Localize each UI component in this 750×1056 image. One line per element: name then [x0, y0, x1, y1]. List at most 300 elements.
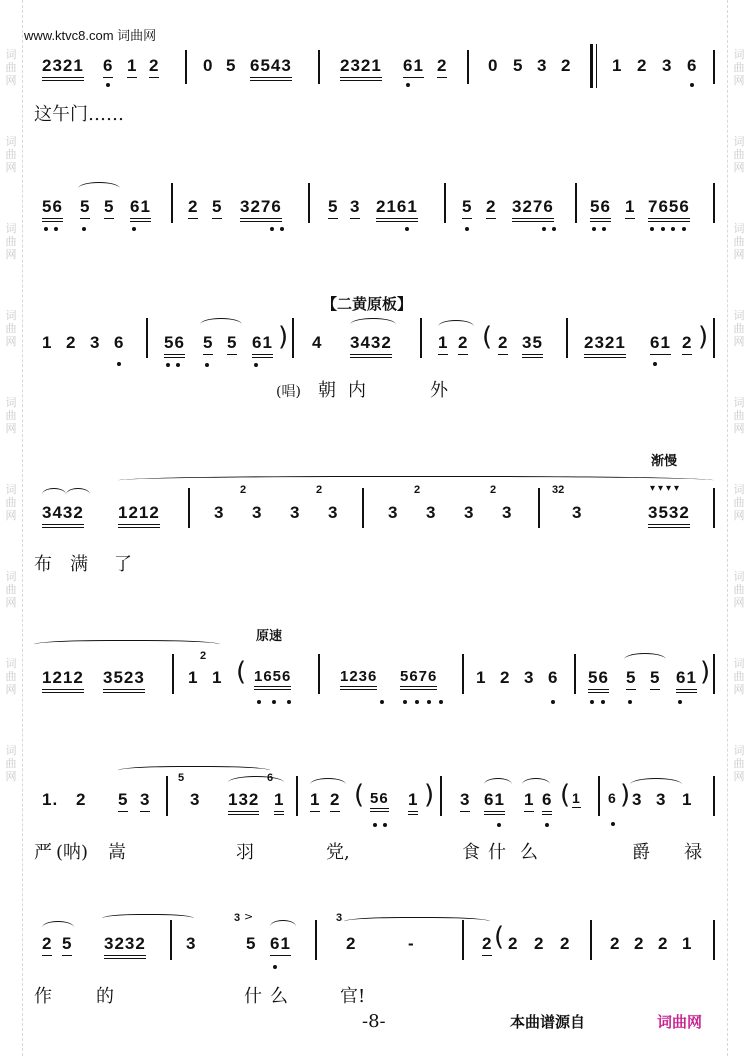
note: 3	[502, 503, 513, 522]
open-paren: (	[482, 322, 493, 352]
barline	[172, 654, 174, 694]
note: 5	[650, 668, 660, 690]
close-paren: )	[698, 322, 709, 352]
barline	[188, 488, 190, 528]
note: 2321	[42, 56, 84, 81]
note: 1	[274, 790, 284, 815]
watermark-char: 网	[5, 248, 17, 261]
grace-note: 32	[552, 484, 565, 496]
note: 1	[625, 197, 635, 219]
low-octave-dot	[551, 700, 555, 704]
note: 1	[438, 333, 448, 355]
watermark-gap	[0, 348, 22, 396]
note: 3	[350, 197, 360, 219]
watermark-char: 词	[5, 48, 17, 61]
note: 5	[212, 197, 222, 219]
lyric: 这午门……	[34, 104, 124, 125]
grace-note: 3	[234, 912, 241, 924]
barline	[575, 183, 577, 223]
low-octave-dot	[280, 227, 284, 231]
note: 2	[486, 197, 496, 219]
low-octave-dot	[590, 700, 594, 704]
low-octave-dot	[403, 700, 407, 704]
slur	[78, 182, 120, 195]
barline	[170, 920, 172, 960]
watermark-gap	[728, 174, 750, 222]
watermark-char: 网	[733, 596, 745, 609]
note: 2	[637, 56, 648, 75]
site-brand-link[interactable]: 词曲网	[657, 1013, 703, 1031]
note: 1	[188, 668, 199, 687]
watermark-gap	[728, 0, 750, 48]
note: 61	[270, 934, 291, 956]
low-octave-dot	[383, 823, 387, 827]
note: 3276	[240, 197, 282, 222]
note: 3	[426, 503, 437, 522]
lyric: 官!	[340, 986, 366, 1007]
barline	[185, 50, 187, 84]
note: 5	[328, 197, 338, 219]
watermark-char: 网	[733, 683, 745, 696]
slur	[350, 318, 396, 331]
watermark-gap	[0, 435, 22, 483]
note: 3	[662, 56, 673, 75]
low-octave-dot	[405, 227, 409, 231]
slur	[42, 921, 74, 934]
slur	[42, 488, 66, 501]
open-paren: (	[560, 780, 571, 810]
watermark-gap	[728, 348, 750, 396]
open-paren: (	[354, 780, 365, 810]
barline	[440, 776, 442, 816]
note: 2	[534, 934, 545, 953]
right-watermark-column	[727, 0, 750, 1056]
low-octave-dot	[545, 823, 549, 827]
note: 5	[462, 197, 472, 219]
low-octave-dot	[682, 227, 686, 231]
note: 3	[140, 790, 150, 812]
watermark-char: 曲	[733, 235, 745, 248]
note: 2	[682, 333, 692, 355]
watermark-char: 网	[5, 335, 17, 348]
watermark-char: 曲	[733, 409, 745, 422]
watermark-gap	[0, 261, 22, 309]
grace-note: 3	[336, 912, 343, 924]
note: 5	[62, 934, 72, 956]
low-octave-dot	[628, 700, 632, 704]
page-number: -8-	[362, 1011, 386, 1032]
note: 3276	[512, 197, 554, 222]
watermark-char: 词	[733, 222, 745, 235]
low-octave-dot	[602, 227, 606, 231]
note: 3	[524, 668, 535, 687]
tempo-original: 原速	[256, 629, 283, 644]
note: 2161	[376, 197, 418, 222]
lyric: 爵	[632, 842, 650, 863]
note: 2	[437, 56, 447, 78]
watermark-char: 词	[5, 657, 17, 670]
watermark-char: 曲	[5, 496, 17, 509]
note: 0	[203, 56, 214, 75]
source-credit: 本曲谱源自	[510, 1013, 586, 1031]
note: 2	[658, 934, 669, 953]
accent-marks: ▾▾▾▾	[650, 483, 683, 494]
note: 1212	[42, 668, 84, 693]
note: 6	[103, 56, 113, 78]
lyric: 严	[34, 842, 52, 863]
grace-note: 2	[414, 484, 421, 496]
lyric-sing-mark: (唱)	[276, 384, 301, 400]
low-octave-dot	[427, 700, 431, 704]
lyric: 了	[114, 554, 132, 575]
note: 2	[508, 934, 519, 953]
watermark-char: 曲	[5, 757, 17, 770]
watermark-char: 网	[733, 74, 745, 87]
note: 61	[403, 56, 424, 78]
note: 1	[524, 790, 534, 812]
low-octave-dot	[380, 700, 384, 704]
low-octave-dot	[497, 823, 501, 827]
note: 61	[676, 668, 697, 693]
repeat-barline-thin	[596, 44, 597, 88]
lyric: 朝	[318, 380, 336, 401]
note: 4	[312, 333, 323, 352]
note: 35	[522, 333, 543, 358]
watermark-char: 网	[733, 422, 745, 435]
slur	[200, 318, 242, 331]
tempo-slowing: 渐慢	[651, 454, 678, 469]
slur	[624, 653, 666, 666]
note: 1212	[118, 503, 160, 528]
barline	[462, 920, 464, 960]
low-octave-dot	[257, 700, 261, 704]
note: 3	[328, 503, 339, 522]
note: 6	[687, 56, 698, 75]
note: 5	[118, 790, 128, 812]
slur	[228, 776, 284, 789]
low-octave-dot	[272, 700, 276, 704]
phrase-slur	[34, 640, 220, 651]
watermark-char: 词	[5, 222, 17, 235]
low-octave-dot	[611, 822, 615, 826]
section-label: 【二黄原板】	[322, 296, 413, 313]
low-octave-dot	[176, 363, 180, 367]
note: 1	[310, 790, 320, 812]
note: 5	[626, 668, 636, 690]
barline	[590, 920, 592, 960]
low-octave-dot	[44, 227, 48, 231]
barline	[713, 183, 715, 223]
watermark-gap	[728, 261, 750, 309]
watermark-gap	[728, 609, 750, 657]
note: 56	[42, 197, 63, 222]
site-url-watermark: www.ktvc8.com 词曲网	[24, 28, 157, 43]
note: 1	[408, 790, 418, 815]
note: 5	[246, 934, 257, 953]
low-octave-dot	[287, 700, 291, 704]
barline	[420, 318, 422, 358]
note: 5	[203, 333, 213, 355]
barline	[308, 183, 310, 223]
barline	[713, 488, 715, 528]
watermark-char: 网	[5, 509, 17, 522]
note: 3532	[648, 503, 690, 528]
watermark-char: 网	[733, 335, 745, 348]
watermark-char: 词	[733, 135, 745, 148]
note: 1	[476, 668, 487, 687]
watermark-char: 网	[733, 161, 745, 174]
left-watermark-column	[0, 0, 23, 1056]
note: 3	[572, 503, 583, 522]
note: 2	[149, 56, 159, 78]
note: 2321	[584, 333, 626, 358]
lyric: 禄	[684, 842, 702, 863]
lyric: 食	[462, 842, 480, 863]
low-octave-dot	[439, 700, 443, 704]
watermark-char: 网	[5, 161, 17, 174]
watermark-char: 网	[733, 248, 745, 261]
note: 1.	[42, 790, 59, 809]
lyric: 满	[70, 554, 88, 575]
note: 5	[226, 56, 237, 75]
low-octave-dot	[690, 83, 694, 87]
note: 2	[560, 934, 571, 953]
slur	[270, 920, 296, 933]
lyric: 布	[34, 554, 52, 575]
note: 6	[542, 790, 552, 815]
watermark-char: 词	[733, 483, 745, 496]
note: 2	[76, 790, 87, 809]
grace-note: 2	[490, 484, 497, 496]
watermark-char: 网	[5, 74, 17, 87]
watermark-gap	[0, 609, 22, 657]
watermark-char: 曲	[733, 61, 745, 74]
watermark-char: 曲	[733, 670, 745, 683]
note: 61	[130, 197, 151, 222]
note: 5	[227, 333, 237, 355]
note: 1656	[254, 668, 291, 690]
watermark-char: 网	[5, 422, 17, 435]
watermark-char: 词	[5, 744, 17, 757]
watermark-char: 词	[733, 48, 745, 61]
low-octave-dot	[465, 227, 469, 231]
note: 1	[682, 934, 693, 953]
low-octave-dot	[205, 363, 209, 367]
close-paren: )	[620, 780, 631, 810]
grace-note: 2	[240, 484, 247, 496]
barline	[171, 183, 173, 223]
note: 3	[632, 790, 643, 809]
note: 3432	[42, 503, 84, 528]
barline	[166, 776, 168, 816]
note: 1	[42, 333, 53, 352]
watermark-char: 词	[733, 744, 745, 757]
barline	[467, 50, 469, 84]
watermark-gap	[0, 174, 22, 222]
watermark-char: 词	[5, 570, 17, 583]
note: 2	[498, 333, 508, 355]
note: 1	[572, 790, 581, 806]
note: 6	[608, 790, 617, 806]
note: 6543	[250, 56, 292, 81]
watermark-gap	[0, 0, 22, 48]
watermark-char: 词	[733, 309, 745, 322]
note: 132	[228, 790, 259, 815]
note: 2	[346, 934, 357, 953]
watermark-char: 网	[5, 596, 17, 609]
note: 3232	[104, 934, 146, 959]
note: 3	[656, 790, 667, 809]
watermark-char: 曲	[5, 235, 17, 248]
lyric: 么	[270, 986, 288, 1007]
close-paren: )	[700, 657, 711, 687]
slur	[438, 320, 474, 333]
note: 7656	[648, 197, 690, 222]
barline	[713, 318, 715, 358]
note: 0	[488, 56, 499, 75]
lyric: 作	[34, 986, 52, 1007]
lyric: 羽	[236, 842, 254, 863]
watermark-gap	[728, 696, 750, 744]
close-paren: )	[424, 780, 435, 810]
low-octave-dot	[54, 227, 58, 231]
low-octave-dot	[273, 965, 277, 969]
note: 61	[252, 333, 273, 358]
note: 3	[190, 790, 201, 809]
watermark-char: 网	[5, 770, 17, 783]
low-octave-dot	[678, 700, 682, 704]
lyric: 什	[488, 842, 506, 863]
watermark-char: 词	[733, 396, 745, 409]
barline	[538, 488, 540, 528]
watermark-char: 曲	[5, 148, 17, 161]
note: 6	[114, 333, 125, 352]
lyric: 外	[430, 380, 448, 401]
repeat-barline-thick	[590, 44, 593, 88]
low-octave-dot	[653, 362, 657, 366]
watermark-char: 网	[733, 770, 745, 783]
grace-note: 2	[316, 484, 323, 496]
low-octave-dot	[270, 227, 274, 231]
low-octave-dot	[106, 83, 110, 87]
barline	[318, 654, 320, 694]
note: 3	[460, 790, 470, 812]
note: 56	[164, 333, 185, 358]
note: 2	[66, 333, 77, 352]
low-octave-dot	[373, 823, 377, 827]
note: 2321	[340, 56, 382, 81]
low-octave-dot	[166, 363, 170, 367]
watermark-char: 曲	[5, 409, 17, 422]
watermark-char: 网	[733, 509, 745, 522]
note: 2	[634, 934, 645, 953]
note: 56	[370, 790, 389, 812]
barline	[598, 776, 600, 816]
watermark-gap	[0, 696, 22, 744]
low-octave-dot	[542, 227, 546, 231]
phrase-slur	[344, 917, 490, 928]
note: 56	[588, 668, 609, 693]
note: 5	[104, 197, 114, 219]
phrase-slur	[102, 914, 194, 925]
open-paren: (	[236, 657, 247, 687]
note: 3432	[350, 333, 392, 358]
note: 61	[650, 333, 671, 355]
low-octave-dot	[132, 227, 136, 231]
lyric: 内	[348, 380, 366, 401]
watermark-char: 曲	[733, 322, 745, 335]
lyric: 么	[520, 842, 538, 863]
low-octave-dot	[592, 227, 596, 231]
lyric: 的	[96, 986, 114, 1007]
barline	[462, 654, 464, 694]
lyric: 什	[244, 986, 262, 1007]
close-paren: )	[278, 322, 289, 352]
barline	[566, 318, 568, 358]
note: 5	[513, 56, 524, 75]
note: 2	[500, 668, 511, 687]
watermark-char: 词	[733, 570, 745, 583]
watermark-char: 词	[733, 657, 745, 670]
slur	[66, 488, 90, 501]
watermark-char: 曲	[5, 583, 17, 596]
watermark-char: 词	[5, 135, 17, 148]
note: 61	[484, 790, 505, 815]
barline	[713, 920, 715, 960]
watermark-char: 词	[5, 396, 17, 409]
note: 3	[537, 56, 548, 75]
lyric: 党,	[326, 842, 350, 863]
watermark-char: 曲	[5, 61, 17, 74]
note: 3523	[103, 668, 145, 693]
grace-note: 2	[200, 650, 207, 662]
watermark-char: 曲	[733, 757, 745, 770]
note: 2	[188, 197, 198, 219]
note: 6	[548, 668, 559, 687]
note: 1	[682, 790, 693, 809]
barline	[318, 50, 320, 84]
watermark-gap	[0, 522, 22, 570]
lyric: (呐)	[56, 842, 89, 863]
note: 2	[610, 934, 621, 953]
watermark-char: 词	[5, 483, 17, 496]
watermark-gap	[728, 87, 750, 135]
note: 56	[590, 197, 611, 222]
barline	[292, 318, 294, 358]
barline	[713, 654, 715, 694]
low-octave-dot	[661, 227, 665, 231]
low-octave-dot	[671, 227, 675, 231]
watermark-char: 曲	[733, 148, 745, 161]
barline	[713, 776, 715, 816]
note: 2	[482, 934, 492, 956]
note: 2	[458, 333, 468, 355]
watermark-gap	[728, 522, 750, 570]
note: 5676	[400, 668, 437, 690]
barline	[315, 920, 317, 960]
note: 2	[330, 790, 340, 812]
watermark-gap	[0, 87, 22, 135]
barline	[146, 318, 148, 358]
barline	[296, 776, 298, 816]
low-octave-dot	[552, 227, 556, 231]
note: 3	[90, 333, 101, 352]
low-octave-dot	[650, 227, 654, 231]
note: 1236	[340, 668, 377, 690]
note: 3	[186, 934, 197, 953]
note: 3	[290, 503, 301, 522]
open-paren: (	[494, 922, 505, 952]
